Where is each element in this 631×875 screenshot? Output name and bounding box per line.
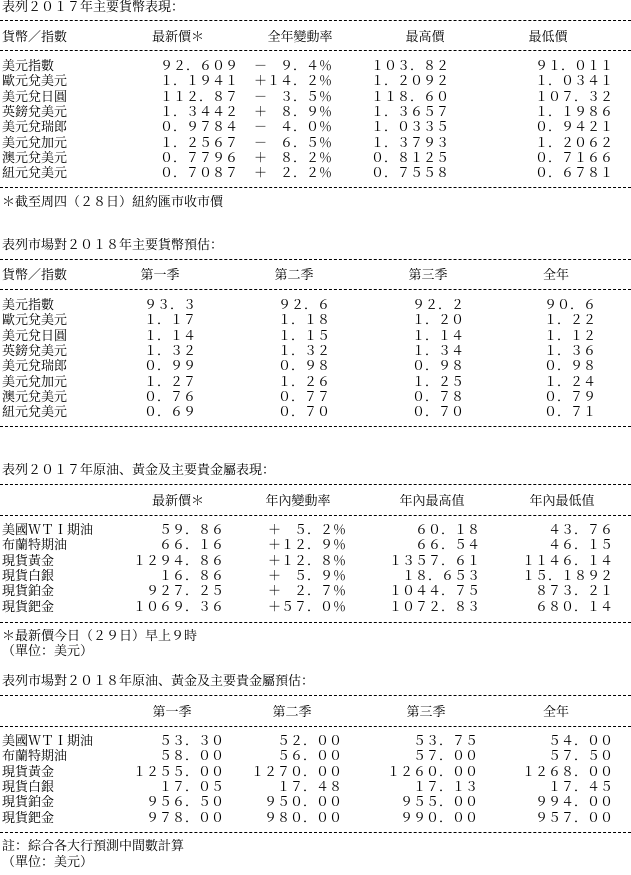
cell-col3: １．２０ (411, 313, 464, 329)
section2-title-text: 表列市場對２０１８年主要貨幣預估： (2, 238, 224, 253)
table-row (0, 329, 631, 345)
table-row (0, 298, 631, 314)
cell-label: 布蘭特期油 (2, 749, 68, 765)
table-row (0, 136, 631, 152)
table-row (0, 105, 631, 121)
section1-rule-header (0, 50, 631, 52)
table-row (0, 359, 631, 375)
section4-note2-text: （單位：美元） (2, 855, 94, 870)
s2-header-q2: 第二季 (274, 268, 314, 283)
table-row (0, 811, 631, 827)
section4-note1 (0, 839, 631, 855)
cell-label: 美元兌瑞郎 (2, 120, 68, 136)
cell-col4: １７．４５ (547, 779, 613, 795)
cell-col2: １．１５ (277, 328, 330, 344)
cell-label: 紐元兌美元 (2, 166, 68, 182)
cell-col3: ９２．２ (411, 298, 464, 313)
section1-header-row (0, 30, 631, 46)
cell-label: 現貨鈀金 (2, 599, 55, 615)
cell-label: 現貨白銀 (2, 779, 55, 795)
cell-col4: １５．１８９２ (521, 568, 613, 584)
cell-col4: ４３．７６ (547, 523, 613, 538)
section4-rule-top (0, 695, 631, 697)
section3-title-text: 表列２０１７年原油、黃金及主要貴金屬表現： (2, 463, 276, 478)
cell-col3: １０４４．７５ (388, 584, 480, 600)
cell-col2: ５２．００ (276, 734, 342, 749)
cell-col4: ９５７．００ (534, 810, 613, 826)
cell-col1: ０．９９ (143, 359, 196, 375)
s2-header-q3: 第三季 (408, 268, 448, 283)
cell-col1: ０．９７８４ (159, 120, 238, 136)
cell-label: 現貨鉑金 (2, 584, 55, 600)
cell-col4: ０．６７８１ (534, 166, 613, 182)
cell-col2: ＋ ５．２％ (267, 523, 346, 538)
cell-col1: ９２７．２５ (145, 584, 224, 600)
cell-col1: ０．７０８７ (159, 166, 238, 182)
cell-col3: １．０３３５ (370, 120, 449, 136)
table-row (0, 74, 631, 90)
s1-header-change: 全年變動率 (267, 30, 333, 45)
s4-header-q2: 第二季 (272, 705, 312, 720)
cell-col2: ＋１４．２％ (253, 74, 332, 90)
cell-col4: １．０３４１ (534, 74, 613, 90)
table-row (0, 795, 631, 811)
cell-col2: ０．７０ (277, 405, 330, 421)
section3-title (0, 463, 631, 479)
cell-col2: ＋ ８．９％ (253, 104, 332, 120)
cell-col1: １７．０５ (158, 779, 224, 795)
cell-col4: １．１９８６ (534, 104, 613, 120)
s3-header-change: 年內變動率 (265, 494, 331, 509)
cell-col4: ９０．６ (543, 298, 596, 313)
s2-header-q1: 第一季 (140, 268, 180, 283)
table-row (0, 523, 631, 539)
cell-col1: ５９．８６ (158, 523, 224, 538)
cell-col4: １．２２ (543, 313, 596, 329)
cell-col3: ５７．００ (412, 749, 478, 765)
s1-header-high: 最高價 (405, 30, 445, 45)
section3-rule-top (0, 484, 631, 486)
s2-header-currency: 貨幣／指數 (2, 268, 68, 283)
cell-label: 美元兌瑞郎 (2, 359, 68, 375)
cell-col1: １２９４．８６ (132, 553, 224, 569)
cell-col3: １８．６５３ (401, 568, 480, 584)
section1-title-text: 表列２０１７年主要貨幣表現： (2, 0, 185, 15)
cell-col2: １．２６ (277, 374, 330, 390)
cell-col4: ６８０．１４ (534, 599, 613, 615)
cell-col1: ０．６９ (143, 405, 196, 421)
table-row (0, 375, 631, 391)
cell-col3: １．３７９３ (370, 135, 449, 151)
cell-label: 現貨鈀金 (2, 810, 55, 826)
section4-title (0, 674, 631, 690)
section2-rule-bottom (0, 426, 631, 428)
cell-col1: ６６．１６ (158, 538, 224, 554)
cell-col1: １１２．８７ (159, 89, 238, 105)
cell-label: 紐元兌美元 (2, 405, 68, 421)
s2-header-year: 全年 (542, 268, 570, 283)
cell-col2: １２７０．００ (250, 764, 342, 780)
cell-col4: ５４．００ (547, 734, 613, 749)
cell-label: 美元兌加元 (2, 135, 68, 151)
cell-col3: ６６．５４ (414, 538, 480, 554)
cell-col3: ０．８１２５ (370, 150, 449, 166)
s1-header-latest: 最新價＊ (151, 30, 205, 45)
cell-col2: ９５０．００ (263, 795, 342, 811)
cell-col3: １１８．６０ (370, 89, 449, 105)
table-row (0, 569, 631, 585)
table-row (0, 554, 631, 570)
section3-note1-text: ＊最新價今日（２９日）早上９時 (2, 629, 198, 644)
table-row (0, 749, 631, 765)
cell-col1: ５３．３０ (158, 734, 224, 749)
section3-header-row (0, 494, 631, 510)
cell-col3: ６０．１８ (414, 523, 480, 538)
table-row (0, 390, 631, 406)
section3-note2-text: （單位：美元） (2, 644, 94, 659)
cell-col2: １．３２ (277, 343, 330, 359)
section4-note2 (0, 855, 631, 871)
cell-label: 現貨黃金 (2, 553, 55, 569)
cell-col3: ９９０．００ (399, 810, 478, 826)
section1-rule-bottom (0, 187, 631, 189)
cell-col3: １．２５ (411, 374, 464, 390)
cell-col4: ９１．０１１ (534, 59, 613, 74)
s3-header-high: 年內最高值 (399, 494, 465, 509)
cell-col1: １．１９４１ (159, 74, 238, 90)
cell-col2: ０．７７ (277, 389, 330, 405)
cell-col1: １．２５６７ (159, 135, 238, 151)
cell-col1: ０．７６ (143, 389, 196, 405)
section4-note1-text: 註：綜合各大行預測中間數計算 (2, 839, 185, 854)
cell-col4: １２６８．００ (521, 764, 613, 780)
cell-col2: ０．９８ (277, 359, 330, 375)
cell-col1: １．３２ (143, 343, 196, 359)
cell-col3: ０．９８ (411, 359, 464, 375)
table-row (0, 313, 631, 329)
cell-col4: １．１２ (543, 328, 596, 344)
cell-label: 歐元兌美元 (2, 313, 68, 329)
cell-col4: ０．７９ (543, 389, 596, 405)
table-row (0, 584, 631, 600)
s3-header-latest: 最新價＊ (151, 494, 205, 509)
section1-title (0, 0, 631, 16)
cell-col2: ＋５７．０％ (267, 599, 346, 615)
cell-col3: １．１４ (411, 328, 464, 344)
cell-col1: １．３４４２ (159, 104, 238, 120)
cell-col4: ０．７１ (543, 405, 596, 421)
cell-col2: ５６．００ (276, 749, 342, 765)
cell-col3: １．３６５７ (370, 104, 449, 120)
section4-header-row (0, 705, 631, 721)
cell-label: 美元兌日圓 (2, 89, 68, 105)
s1-header-low: 最低價 (528, 30, 568, 45)
cell-label: 美元兌加元 (2, 374, 68, 390)
cell-col4: １１４６．１４ (521, 553, 613, 569)
cell-label: 美元兌日圓 (2, 328, 68, 344)
cell-col4: ０．９８ (543, 359, 596, 375)
cell-col1: １０６９．３６ (132, 599, 224, 615)
table-row (0, 166, 631, 182)
section3-rule-header (0, 515, 631, 517)
cell-col2: ＋ ５．９％ (267, 568, 346, 584)
cell-col1: ９３．３ (143, 298, 196, 313)
cell-col3: ０．７５５８ (370, 166, 449, 182)
cell-label: 英鎊兌美元 (2, 104, 68, 120)
cell-col1: １６．８６ (158, 568, 224, 584)
cell-col2: １７．４８ (276, 779, 342, 795)
cell-col4: １．２４ (543, 374, 596, 390)
section2-header-row (0, 268, 631, 284)
cell-col2: ＋１２．９％ (267, 538, 346, 554)
section4-title-text: 表列市場對２０１８年原油、黃金及主要貴金屬預估： (2, 674, 315, 689)
cell-col1: １．１７ (143, 313, 196, 329)
cell-col4: ８７３．２１ (534, 584, 613, 600)
cell-label: 美國ＷＴＩ期油 (2, 523, 94, 538)
s4-header-q1: 第一季 (152, 705, 192, 720)
cell-label: 美元指數 (2, 59, 55, 74)
cell-col3: ０．７０ (411, 405, 464, 421)
table-row (0, 344, 631, 360)
cell-col4: ４６．１５ (547, 538, 613, 554)
cell-col3: ９５５．００ (399, 795, 478, 811)
section3-note1 (0, 629, 631, 645)
section2-rule-header (0, 289, 631, 291)
cell-col4: １０７．３２ (534, 89, 613, 105)
section1-note (0, 195, 631, 211)
s1-header-currency: 貨幣／指數 (2, 30, 68, 45)
table-row (0, 780, 631, 796)
cell-col2: １．１８ (277, 313, 330, 329)
cell-label: 布蘭特期油 (2, 538, 68, 554)
table-row (0, 90, 631, 106)
section4-rule-bottom (0, 832, 631, 834)
cell-label: 英鎊兌美元 (2, 343, 68, 359)
cell-col4: ０．７１６６ (534, 150, 613, 166)
section2-title (0, 238, 631, 254)
cell-col2: ＋ ２．７％ (267, 584, 346, 600)
cell-col2: － ９．４％ (253, 59, 332, 74)
cell-col4: １．３６ (543, 343, 596, 359)
cell-col1: １．１４ (143, 328, 196, 344)
cell-col3: １０７２．８３ (388, 599, 480, 615)
cell-label: 歐元兌美元 (2, 74, 68, 90)
cell-col2: ９８０．００ (263, 810, 342, 826)
table-row (0, 405, 631, 421)
section3-note2 (0, 644, 631, 660)
table-row (0, 59, 631, 75)
table-row (0, 538, 631, 554)
cell-label: 現貨黃金 (2, 764, 55, 780)
table-row (0, 600, 631, 616)
cell-col3: １．２０９２ (370, 74, 449, 90)
cell-col3: １０３．８２ (370, 59, 449, 74)
table-row (0, 734, 631, 750)
table-row (0, 765, 631, 781)
cell-label: 澳元兌美元 (2, 150, 68, 166)
cell-label: 澳元兌美元 (2, 389, 68, 405)
cell-col1: ５８．００ (158, 749, 224, 765)
cell-col3: １７．１３ (412, 779, 478, 795)
cell-col4: ０．９４２１ (534, 120, 613, 136)
s3-header-low: 年內最低值 (529, 494, 595, 509)
table-row (0, 151, 631, 167)
cell-col4: １．２０６２ (534, 135, 613, 151)
cell-col2: － ３．５％ (253, 89, 332, 105)
cell-label: 現貨鉑金 (2, 795, 55, 811)
cell-col2: ９２．６ (277, 298, 330, 313)
cell-col3: １３５７．６１ (388, 553, 480, 569)
cell-col3: ５３．７５ (412, 734, 478, 749)
section4-rule-header (0, 726, 631, 728)
cell-col1: ９７８．００ (145, 810, 224, 826)
s4-header-q3: 第三季 (406, 705, 446, 720)
cell-col1: １２５５．００ (132, 764, 224, 780)
cell-col3: １．３４ (411, 343, 464, 359)
cell-col2: － ６．５％ (253, 135, 332, 151)
cell-col3: ０．７８ (411, 389, 464, 405)
cell-label: 美國ＷＴＩ期油 (2, 734, 94, 749)
cell-col2: ＋１２．８％ (267, 553, 346, 569)
section1-rule-top (0, 20, 631, 22)
cell-col4: ５７．５０ (547, 749, 613, 765)
section3-rule-bottom (0, 622, 631, 624)
cell-col2: － ４．０％ (253, 120, 332, 136)
cell-label: 美元指數 (2, 298, 55, 313)
cell-col1: ０．７７９６ (159, 150, 238, 166)
cell-col1: ９２．６０９ (159, 59, 238, 74)
section1-note-text: ＊截至周四（２８日）紐約匯市收市價 (2, 195, 224, 210)
cell-col4: ９９４．００ (534, 795, 613, 811)
cell-col1: ９５６．５０ (145, 795, 224, 811)
table-row (0, 120, 631, 136)
cell-label: 現貨白銀 (2, 568, 55, 584)
section2-rule-top (0, 259, 631, 261)
cell-col1: １．２７ (143, 374, 196, 390)
s4-header-year: 全年 (542, 705, 570, 720)
cell-col2: ＋ ２．２％ (253, 166, 332, 182)
cell-col3: １２６０．００ (386, 764, 478, 780)
cell-col2: ＋ ８．２％ (253, 150, 332, 166)
